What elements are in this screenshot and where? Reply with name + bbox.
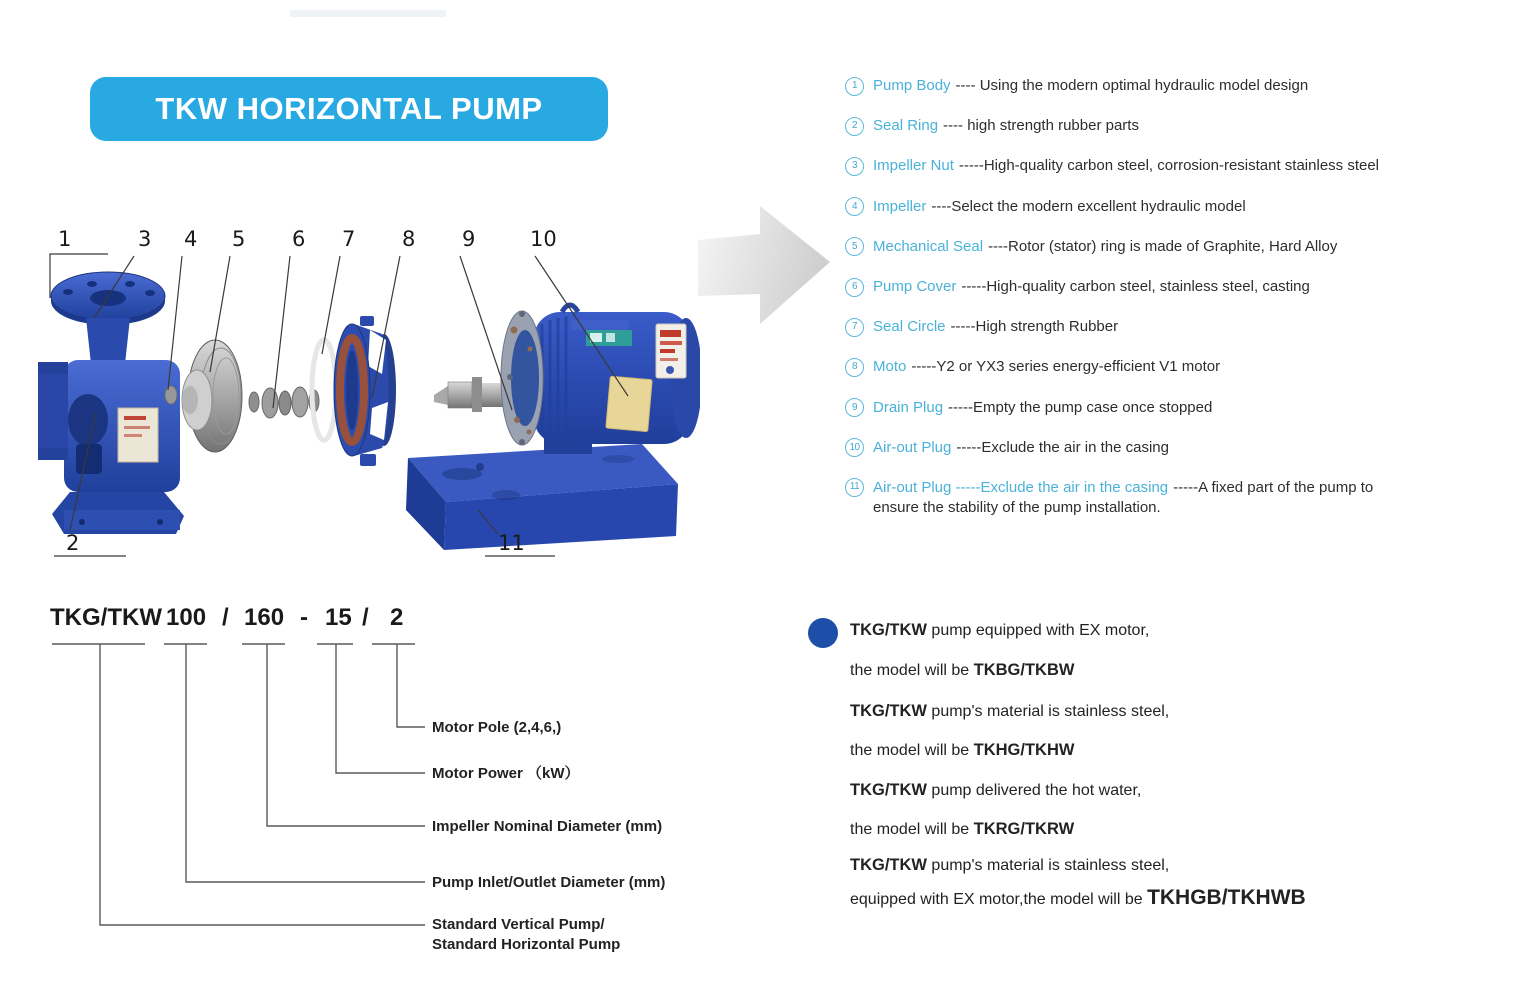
part-description: ----Select the modern excellent hydraulic model (931, 197, 1246, 215)
part-number-badge: 6 (845, 278, 864, 297)
callout-number: 3 (138, 227, 152, 251)
note-line: the model will be TKHG/TKHW (850, 741, 1075, 759)
part-name: Pump Body (873, 77, 951, 95)
part-number-badge: 2 (845, 117, 864, 136)
parts-list-item (845, 388, 1493, 428)
part-number-badge: 7 (845, 318, 864, 337)
callout-number: 7 (342, 227, 356, 251)
callout-number: 1 (58, 227, 72, 251)
model-impeller-value: 160 (244, 604, 285, 631)
model-code-breakdown (40, 592, 700, 982)
page-title: TKW HORIZONTAL PUMP (155, 91, 543, 126)
part-description: -----Y2 or YX3 series energy-efficient V1 motor (911, 358, 1221, 376)
part-description: ---- Using the modern optimal hydraulic model design (955, 77, 1309, 95)
callout-number: 10 (530, 227, 557, 251)
part-number-badge: 11 (845, 478, 864, 497)
callout-number: 11 (498, 531, 525, 555)
motor-illustration (501, 305, 700, 454)
parts-list-item (845, 66, 1493, 106)
note-line: TKG/TKW pump's material is stainless steel, (850, 702, 1170, 720)
part-name: Air-out Plug -----Exclude the air in the casing (873, 478, 1169, 496)
pump-cover-illustration (334, 316, 396, 466)
model-label-inlet: Pump Inlet/Outlet Diameter (mm) (432, 874, 666, 891)
parts-list (845, 66, 1493, 518)
part-number-badge: 5 (845, 237, 864, 256)
model-code-labels (432, 719, 665, 953)
parts-list-item (845, 187, 1493, 227)
motor-shaft-illustration (434, 377, 510, 412)
part-number-badge: 4 (845, 197, 864, 216)
part-number-badge: 10 (845, 438, 864, 457)
part-description: -----A fixed part of the pump to (1173, 478, 1374, 496)
model-separator: - (300, 604, 308, 631)
model-separator: / (222, 604, 229, 631)
part-description: -----Exclude the air in the casing (956, 438, 1169, 456)
part-description: -----High-quality carbon steel, corrosion-resistant stainless steel (958, 157, 1380, 175)
part-number-badge: 8 (845, 358, 864, 377)
part-description: ---- high strength rubber parts (943, 117, 1139, 135)
note-line: equipped with EX motor,the model will be TKHGB/TKHWB (850, 886, 1306, 909)
part-name: Impeller (873, 197, 927, 215)
arrow-right-icon (690, 200, 840, 340)
callout-number: 8 (402, 227, 416, 251)
part-name: Moto (873, 358, 907, 376)
model-label-impeller: Impeller Nominal Diameter (mm) (432, 818, 663, 835)
part-name: Air-out Plug (873, 438, 952, 456)
callout-number: 6 (292, 227, 306, 251)
parts-list-item (845, 428, 1493, 468)
bullet-circle-icon (808, 618, 838, 648)
note-line: the model will be TKRG/TKRW (850, 820, 1075, 838)
model-label-power: Motor Power （kW） (432, 765, 580, 782)
part-description-line2: ensure the stability of the pump installation. (873, 498, 1161, 516)
part-description: -----High-quality carbon steel, stainless steel, casting (961, 278, 1310, 296)
model-label-pole: Motor Pole (2,4,6,) (432, 719, 562, 736)
part-name: Seal Circle (873, 318, 946, 336)
model-variant-notes (808, 614, 1468, 934)
part-name: Drain Plug (873, 398, 944, 416)
note-line: TKG/TKW pump's material is stainless steel, (850, 856, 1170, 874)
part-name: Mechanical Seal (873, 237, 984, 255)
model-label-series-line2: Standard Horizontal Pump (432, 936, 621, 953)
model-inlet-value: 100 (166, 604, 207, 631)
parts-list-item (845, 347, 1493, 387)
callout-number: 2 (66, 531, 80, 555)
callout-number: 4 (184, 227, 198, 251)
part-number-badge: 3 (845, 157, 864, 176)
callout-number: 5 (232, 227, 246, 251)
model-code-connector-lines (52, 644, 425, 925)
model-code-segments (50, 604, 403, 631)
parts-list-item (845, 307, 1493, 347)
note-line: the model will be TKBG/TKBW (850, 661, 1075, 679)
part-description: ----Rotor (stator) ring is made of Graphite, Hard Alloy (988, 237, 1338, 255)
mechanical-seal-illustration (249, 387, 319, 418)
note-line: TKG/TKW pump delivered the hot water, (850, 781, 1142, 799)
parts-list-item (845, 468, 1493, 518)
parts-list-item (845, 267, 1493, 307)
callout-number: 9 (462, 227, 476, 251)
model-separator: / (362, 604, 369, 631)
part-description: -----Empty the pump case once stopped (948, 398, 1213, 416)
pump-body-illustration (38, 272, 184, 534)
page-top-accent-bar (290, 10, 446, 17)
part-name: Pump Cover (873, 278, 957, 296)
model-label-series-line1: Standard Vertical Pump/ (432, 916, 605, 933)
parts-list-item (845, 146, 1493, 186)
exploded-pump-diagram (30, 212, 700, 572)
part-description: -----High strength Rubber (950, 318, 1119, 336)
pump-base-illustration (406, 444, 678, 550)
note-line: TKG/TKW pump equipped with EX motor, (850, 621, 1150, 639)
part-name: Impeller Nut (873, 157, 954, 175)
part-name: Seal Ring (873, 117, 939, 135)
parts-list-item (845, 106, 1493, 146)
part-number-badge: 1 (845, 77, 864, 96)
parts-list-item (845, 227, 1493, 267)
part-number-badge: 9 (845, 398, 864, 417)
model-pole-value: 2 (390, 604, 404, 631)
title-banner (90, 77, 608, 141)
model-series-code: TKG/TKW (50, 604, 162, 631)
model-power-value: 15 (325, 604, 352, 631)
